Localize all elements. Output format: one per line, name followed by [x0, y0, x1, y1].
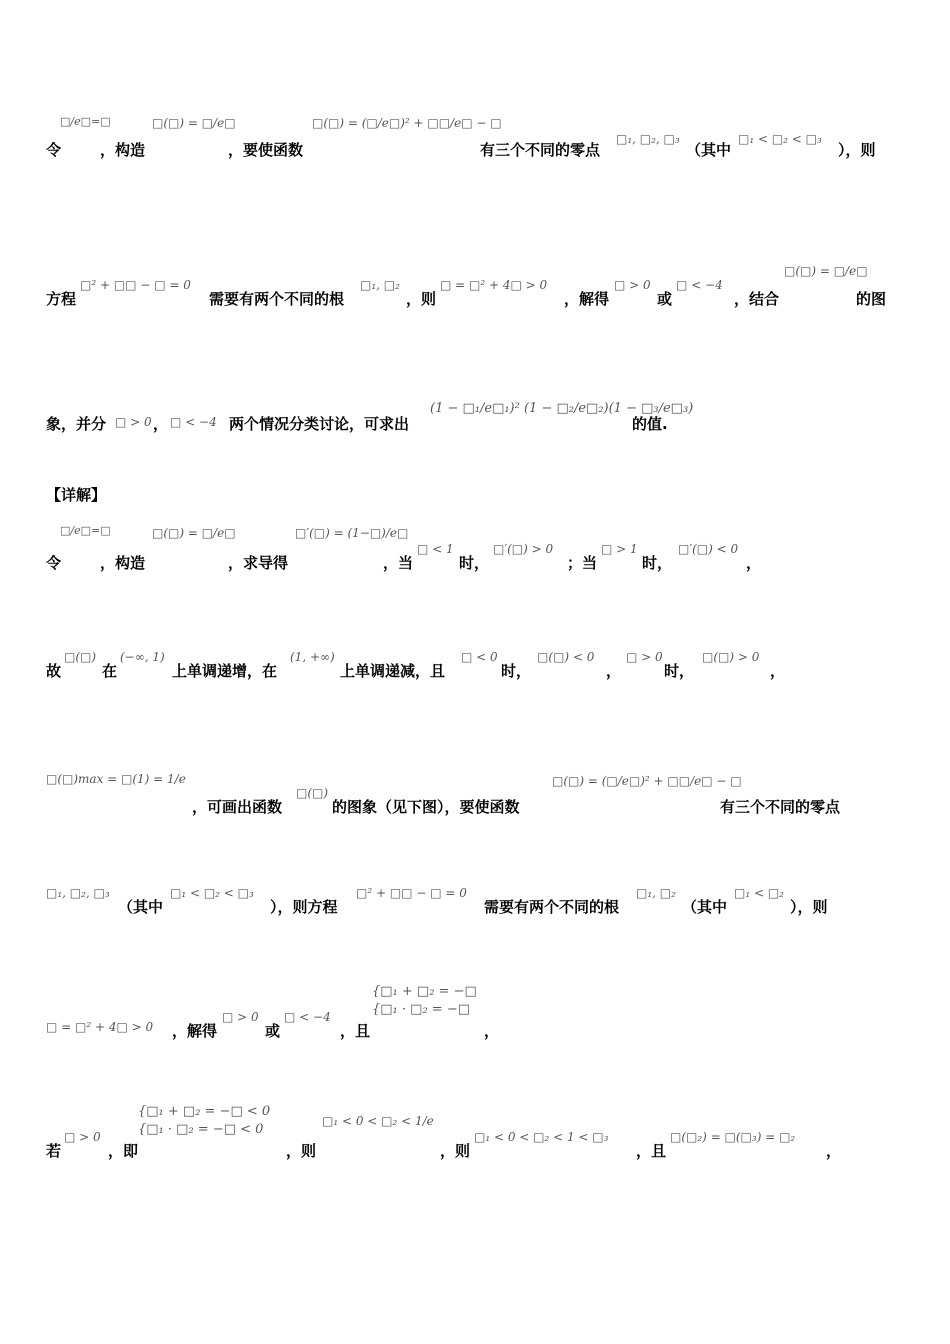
para2-line2	[0, 630, 950, 690]
para2-line5	[0, 984, 950, 1044]
math-order: □₁ < □₂ < □₃	[170, 886, 254, 900]
text-xuyao: 需要有两个不同的根	[209, 290, 345, 308]
text-xiang: 象，并分	[46, 415, 107, 433]
text-huo: 或	[657, 290, 673, 308]
para2-line6	[0, 1102, 950, 1162]
math-a-lt-m4: □ < −4	[170, 415, 217, 429]
math-deriv-pos: □′(□) > 0	[493, 542, 554, 556]
math-g: □(□)	[64, 650, 97, 664]
text-kehua: ，可画出函数	[192, 798, 283, 816]
text-liangge: 两个情况分类讨论，可求出	[229, 415, 410, 433]
math-delta: □ = □² + 4□ > 0	[46, 1020, 154, 1034]
text-fangcheng: 方程	[46, 290, 77, 308]
text-ji: ，即	[108, 1142, 139, 1160]
text-comma: ，	[484, 1022, 500, 1040]
math-two-roots: □₁, □₂	[636, 886, 676, 900]
math-g-max: □(□)max = □(1) = 1/e	[46, 772, 186, 786]
text-shi: 时，	[642, 554, 673, 572]
para2-line1	[0, 522, 950, 582]
text-decreasing: 上单调递减，且	[340, 662, 446, 680]
math-ratio: □/e□=□	[60, 524, 111, 537]
text-qiudao: ，求导得	[228, 554, 289, 572]
math-system-product: {□₁ · □₂ = −□	[372, 1002, 470, 1017]
math-g-equality: □(□₂) = □(□₃) = □₂	[670, 1130, 796, 1144]
text-dezhi: 的值.	[632, 415, 668, 433]
math-root-range: □₁ < 0 < □₂ < 1/e	[322, 1114, 434, 1128]
text-you-three-zeros: 有三个不同的零点	[720, 798, 841, 816]
text-jiede: ，解得	[172, 1022, 218, 1040]
text-shi: 时，	[501, 662, 532, 680]
text-qizhong: （其中	[682, 898, 728, 916]
math-deriv-neg: □′(□) < 0	[678, 542, 739, 556]
math-g-def: □(□) = □/e□	[784, 264, 868, 278]
math-a-gt-0: □ > 0	[115, 415, 152, 429]
math-two-roots: □₁, □₂	[360, 278, 400, 292]
text-you-three-zeros: 有三个不同的零点	[480, 141, 601, 159]
text-ze: ），则	[838, 141, 876, 159]
math-system-product: {□₁ · □₂ = −□ < 0	[138, 1122, 264, 1137]
text-ze: ，则	[406, 290, 437, 308]
math-g-def: □(□) = □/e□	[152, 116, 236, 130]
math-quadratic: □² + □□ − □ = 0	[80, 278, 191, 292]
text-gu: 故	[46, 662, 62, 680]
text-qizhong: （其中	[686, 141, 732, 159]
math-a-lt-m4: □ < −4	[284, 1010, 331, 1024]
text-increasing: 上单调递增，在	[172, 662, 278, 680]
para1-line2	[0, 258, 950, 318]
text-dang: ；当	[567, 554, 598, 572]
para1-line3	[0, 390, 950, 450]
math-system-sum: {□₁ + □₂ = −□	[372, 984, 477, 999]
math-order: □₁ < □₂ < □₃	[738, 132, 822, 146]
math-x-lt-0: □ < 0	[461, 650, 498, 664]
math-f-def: □(□) = (□/e□)² + □□/e□ − □	[312, 116, 502, 130]
text-qie: ，且	[340, 1022, 371, 1040]
text-ling: 令	[46, 554, 62, 572]
text-shi: 时，	[664, 662, 695, 680]
text-comma: ，	[153, 415, 169, 433]
section-heading-detail: 【详解】	[46, 486, 107, 504]
math-roots: □₁, □₂, □₃	[46, 886, 110, 900]
math-x-lt-1: □ < 1	[417, 542, 454, 556]
math-product-expression: (1 − □₁/e□₁)² (1 − □₂/e□₂)(1 − □₃/e□₃)	[430, 401, 694, 416]
text-huo: 或	[265, 1022, 281, 1040]
text-ze: ，则	[440, 1142, 471, 1160]
text-xuyao: 需要有两个不同的根	[484, 898, 620, 916]
text-shi: 时，	[459, 554, 490, 572]
math-ratio: □/e□=□	[60, 115, 111, 128]
math-delta: □ = □² + 4□ > 0	[440, 278, 548, 292]
text-tuxiang: 的图象（见下图），要使函数	[332, 798, 520, 816]
math-system-sum: {□₁ + □₂ = −□ < 0	[138, 1104, 271, 1119]
text-zai: 在	[102, 662, 118, 680]
text-comma: ，	[826, 1142, 842, 1160]
math-a-lt-m4: □ < −4	[676, 278, 723, 292]
text-jiede: ，解得	[564, 290, 610, 308]
math-a-gt-0: □ > 0	[614, 278, 651, 292]
math-g-lt-0: □(□) < 0	[537, 650, 595, 664]
text-gouzao: ，构造	[100, 554, 146, 572]
text-comma: ，	[606, 662, 622, 680]
text-jiehe: ，结合	[734, 290, 780, 308]
text-comma: ，	[770, 662, 786, 680]
math-interval-right: (1, +∞)	[290, 650, 335, 664]
text-qie: ，且	[636, 1142, 667, 1160]
math-roots: □₁, □₂, □₃	[616, 132, 680, 146]
math-a-gt-0: □ > 0	[64, 1130, 101, 1144]
math-a-gt-0: □ > 0	[222, 1010, 259, 1024]
text-ruo: 若	[46, 1142, 62, 1160]
math-g-def: □(□) = □/e□	[152, 526, 236, 540]
para2-line4	[0, 866, 950, 926]
para2-line3	[0, 766, 950, 826]
text-zefangcheng: ），则方程	[270, 898, 338, 916]
text-gouzao: ，构造	[100, 141, 146, 159]
text-ze: ），则	[790, 898, 828, 916]
math-order-two: □₁ < □₂	[734, 886, 784, 900]
text-ze: ，则	[286, 1142, 317, 1160]
math-x-gt-0: □ > 0	[626, 650, 663, 664]
math-root-chain: □₁ < 0 < □₂ < 1 < □₃	[474, 1130, 609, 1144]
math-quadratic: □² + □□ − □ = 0	[356, 886, 467, 900]
text-dang: ，当	[383, 554, 414, 572]
text-qizhong: （其中	[118, 898, 164, 916]
math-interval-left: (−∞, 1)	[120, 650, 165, 664]
math-x-gt-1: □ > 1	[601, 542, 638, 556]
text-yaoshi: ，要使函数	[228, 141, 304, 159]
text-detu: 的图	[856, 290, 887, 308]
text-comma: ，	[746, 554, 762, 572]
math-g-gt-0: □(□) > 0	[702, 650, 760, 664]
math-f-def: □(□) = (□/e□)² + □□/e□ − □	[552, 774, 742, 788]
text-ling: 令	[46, 141, 62, 159]
math-derivative: □′(□) = (1−□)/e□	[295, 526, 409, 540]
math-g: □(□)	[296, 786, 329, 800]
para1-line1	[0, 110, 950, 170]
